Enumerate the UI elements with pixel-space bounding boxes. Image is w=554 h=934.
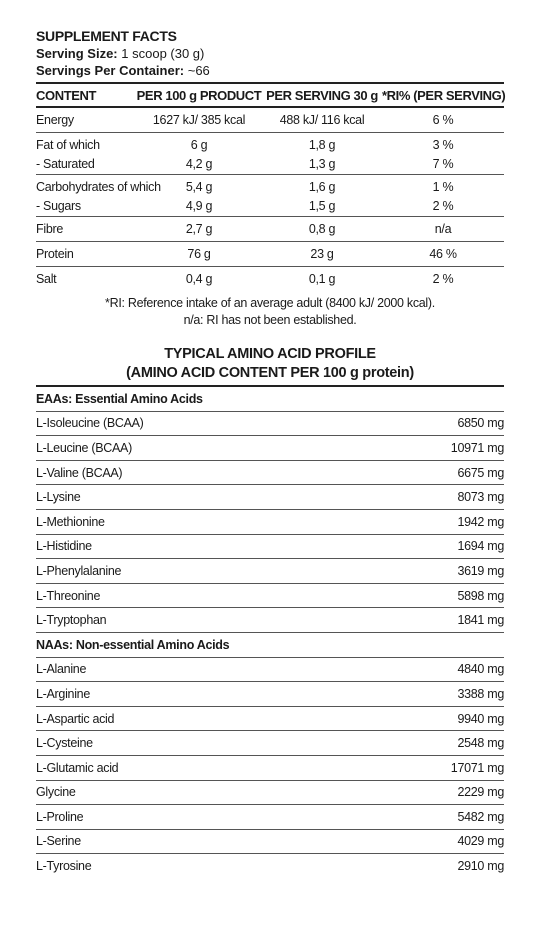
per-100g-cell	[136, 217, 262, 242]
amino-profile-subtitle: (AMINO ACID CONTENT PER 100 g protein)	[126, 365, 414, 381]
content-cell-line: Fat of which	[36, 138, 100, 152]
ri-cell-line: 46 %	[429, 246, 457, 261]
per-serving-cell	[262, 242, 382, 267]
serving-size-value: 1 scoop (30 g)	[121, 46, 205, 61]
amino-acid-name: L-Phenylalanine	[36, 559, 376, 584]
amino-acid-value: 2548 mg	[376, 731, 504, 756]
per-serving-cell	[262, 267, 382, 292]
amino-acid-row	[36, 460, 504, 485]
per-serving-cell-line: 1,8 g	[308, 138, 336, 152]
ri-cell-line: 3 %	[432, 138, 454, 152]
ri-cell-line: 1 %	[432, 180, 454, 194]
amino-acid-value: 17071 mg	[376, 755, 504, 780]
amino-acid-name: L-Valine (BCAA)	[36, 460, 376, 485]
ri-cell-line: 6 %	[432, 112, 454, 127]
content-cell-line: Protein	[36, 246, 74, 261]
per-serving-cell-line: 23 g	[310, 246, 334, 261]
nutrition-row	[36, 217, 504, 242]
amino-acid-value: 1841 mg	[376, 608, 504, 633]
amino-acid-row	[36, 829, 504, 854]
per-serving-cell	[262, 133, 382, 175]
ri-cell	[382, 175, 504, 217]
amino-acid-name: L-Proline	[36, 805, 376, 830]
per-100g-cell-line: 0,4 g	[185, 271, 213, 286]
nutrition-row	[36, 267, 504, 292]
per-serving-cell	[262, 175, 382, 217]
ri-cell-line: n/a	[434, 221, 452, 236]
amino-acid-name: L-Lysine	[36, 485, 376, 510]
content-cell-line: Fibre	[36, 221, 63, 236]
amino-acid-name: L-Glutamic acid	[36, 755, 376, 780]
amino-acid-row	[36, 559, 504, 584]
essential-amino-acids-header	[36, 386, 504, 411]
amino-acid-value: 3619 mg	[376, 559, 504, 584]
ri-cell-line: 7 %	[432, 157, 454, 171]
content-cell-line: - Saturated	[36, 157, 95, 171]
content-cell	[36, 242, 136, 267]
nutrition-header-row	[36, 83, 504, 107]
amino-acid-row	[36, 509, 504, 534]
col-header-ri: *RI% (PER SERVING)	[382, 83, 504, 107]
amino-acid-value: 6850 mg	[376, 411, 504, 436]
per-100g-cell-line: 76 g	[187, 246, 211, 261]
amino-acid-table	[36, 385, 504, 878]
supplement-facts-title: SUPPLEMENT FACTS	[36, 28, 177, 44]
servings-per-container-label: Servings Per Container:	[36, 63, 185, 78]
per-serving-cell-line: 488 kJ/ 116 kcal	[279, 112, 365, 127]
amino-acid-name: L-Histidine	[36, 534, 376, 559]
amino-acid-name: L-Methionine	[36, 509, 376, 534]
amino-acid-value: 5898 mg	[376, 583, 504, 608]
amino-acid-value: 2229 mg	[376, 780, 504, 805]
servings-per-container-line	[36, 62, 504, 79]
content-cell-line: Carbohydrates of which	[36, 180, 161, 194]
amino-acid-value: 5482 mg	[376, 805, 504, 830]
amino-acid-value: 4840 mg	[376, 657, 504, 682]
amino-acid-name: L-Serine	[36, 829, 376, 854]
amino-acid-value: 1942 mg	[376, 509, 504, 534]
per-100g-cell	[136, 133, 262, 175]
amino-acid-name: Glycine	[36, 780, 376, 805]
per-100g-cell-line: 1627 kJ/ 385 kcal	[152, 112, 246, 127]
content-cell	[36, 133, 136, 175]
amino-acid-value: 10971 mg	[376, 436, 504, 461]
amino-acid-row	[36, 411, 504, 436]
amino-acid-name: L-Isoleucine (BCAA)	[36, 411, 376, 436]
essential-amino-acids-header-label: EAAs: Essential Amino Acids	[36, 386, 504, 411]
nutrition-row	[36, 133, 504, 175]
content-cell	[36, 107, 136, 133]
per-serving-cell-line: 0,1 g	[308, 271, 336, 286]
per-serving-cell	[262, 107, 382, 133]
amino-acid-name: L-Tyrosine	[36, 854, 376, 878]
amino-acid-name: L-Aspartic acid	[36, 706, 376, 731]
amino-acid-name: L-Alanine	[36, 657, 376, 682]
serving-size-line	[36, 45, 504, 62]
supplement-facts-label	[36, 28, 504, 878]
amino-acid-name: L-Cysteine	[36, 731, 376, 756]
amino-acid-value: 8073 mg	[376, 485, 504, 510]
col-header-per-serving: PER SERVING 30 g	[262, 83, 382, 107]
amino-acid-value: 4029 mg	[376, 829, 504, 854]
amino-acid-row	[36, 780, 504, 805]
ri-cell-line: 2 %	[432, 271, 454, 286]
amino-acid-row	[36, 731, 504, 756]
ri-cell	[382, 133, 504, 175]
per-100g-cell-line: 4,9 g	[185, 199, 213, 213]
amino-acid-value: 1694 mg	[376, 534, 504, 559]
content-cell-line: Salt	[36, 271, 57, 286]
per-serving-cell	[262, 217, 382, 242]
amino-acid-value: 2910 mg	[376, 854, 504, 878]
amino-acid-row	[36, 608, 504, 633]
amino-acid-row	[36, 706, 504, 731]
amino-acid-row	[36, 485, 504, 510]
amino-acid-name: L-Threonine	[36, 583, 376, 608]
footnote-na: n/a: RI has not been established.	[183, 313, 357, 327]
ri-cell	[382, 107, 504, 133]
per-serving-cell-line: 0,8 g	[308, 221, 336, 236]
nutrition-table	[36, 82, 504, 291]
nutrition-row	[36, 107, 504, 133]
servings-per-container-value: ~66	[187, 63, 210, 78]
per-100g-cell-line: 5,4 g	[185, 180, 213, 194]
amino-acid-row	[36, 755, 504, 780]
nutrition-row	[36, 175, 504, 217]
footnote-ri: *RI: Reference intake of an average adult (8400 kJ/ 2000 kcal).	[105, 296, 435, 310]
amino-acid-row	[36, 436, 504, 461]
non-essential-amino-acids-header	[36, 632, 504, 657]
amino-profile-title: TYPICAL AMINO ACID PROFILE	[164, 346, 376, 362]
col-header-content: CONTENT	[36, 83, 136, 107]
per-serving-cell-line: 1,6 g	[308, 180, 336, 194]
per-100g-cell-line: 4,2 g	[185, 157, 213, 171]
ri-cell	[382, 217, 504, 242]
content-cell-line: Energy	[36, 112, 74, 127]
amino-acid-row	[36, 583, 504, 608]
amino-acid-row	[36, 657, 504, 682]
per-serving-cell-line: 1,3 g	[308, 157, 336, 171]
amino-acid-value: 9940 mg	[376, 706, 504, 731]
nutrition-row	[36, 242, 504, 267]
col-header-per-100g: PER 100 g PRODUCT	[136, 83, 262, 107]
amino-acid-row	[36, 854, 504, 878]
serving-size-label: Serving Size:	[36, 46, 118, 61]
per-100g-cell-line: 2,7 g	[185, 221, 213, 236]
ri-cell	[382, 267, 504, 292]
amino-acid-row	[36, 534, 504, 559]
per-100g-cell	[136, 267, 262, 292]
non-essential-amino-acids-header-label: NAAs: Non-essential Amino Acids	[36, 632, 504, 657]
per-100g-cell	[136, 107, 262, 133]
amino-acid-value: 3388 mg	[376, 682, 504, 707]
amino-acid-row	[36, 682, 504, 707]
amino-acid-name: L-Tryptophan	[36, 608, 376, 633]
per-100g-cell-line: 6 g	[190, 138, 208, 152]
content-cell	[36, 267, 136, 292]
per-serving-cell-line: 1,5 g	[308, 199, 336, 213]
content-cell	[36, 175, 161, 217]
ri-cell	[382, 242, 504, 267]
ri-cell-line: 2 %	[432, 199, 454, 213]
amino-acid-row	[36, 805, 504, 830]
content-cell	[36, 217, 136, 242]
amino-acid-name: L-Arginine	[36, 682, 376, 707]
amino-acid-name: L-Leucine (BCAA)	[36, 436, 376, 461]
per-100g-cell	[136, 242, 262, 267]
content-cell-line: - Sugars	[36, 199, 81, 213]
amino-acid-value: 6675 mg	[376, 460, 504, 485]
